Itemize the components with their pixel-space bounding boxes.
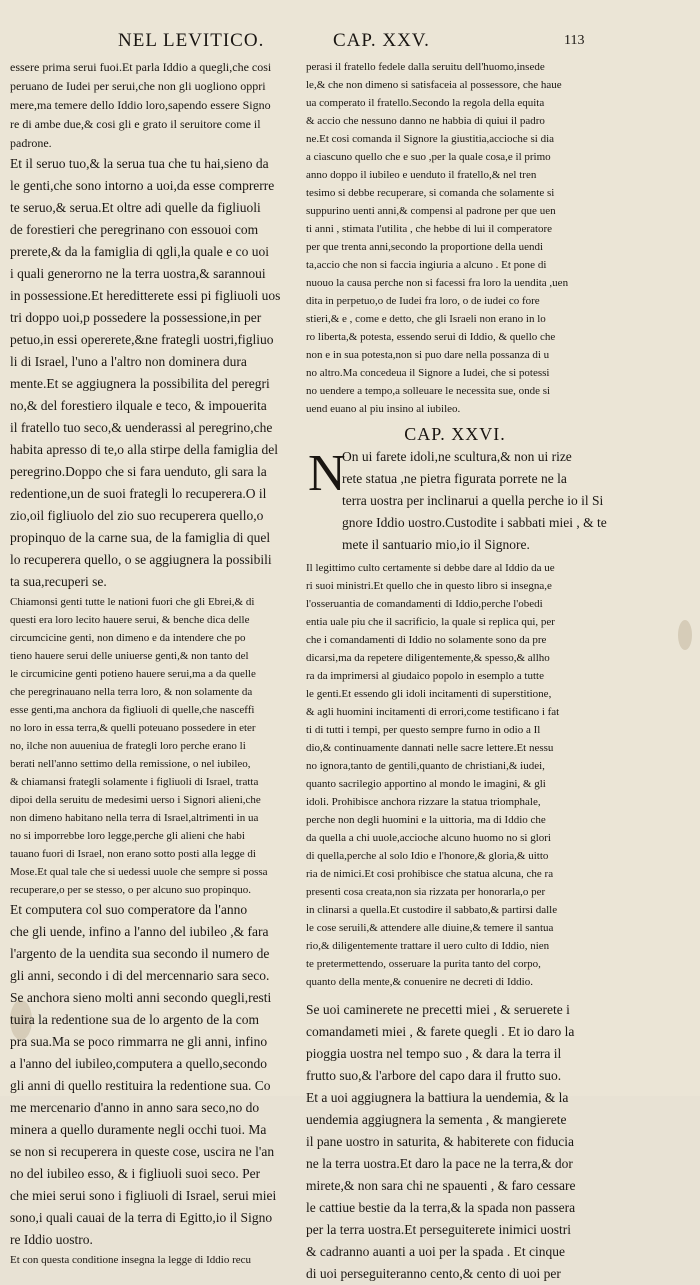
scripture-text <box>306 999 604 1285</box>
text-line: no ignora,tanto de gentili,quanto de christiani,& iudei, <box>306 760 545 772</box>
text-line: a l'anno del iubileo,computera a quello,secondo <box>10 1056 267 1071</box>
text-line: le circumicine genti potieno hauere serui,ma a da quelle <box>10 668 256 680</box>
text-line: che i comandamenti di Iddio no solamente sono da pre <box>306 634 547 646</box>
text-line: padrone. <box>10 136 52 150</box>
text-line: di uoi perseguiteranno cento,& cento di uoi per <box>306 1266 561 1281</box>
text-line: in clinarsi a quella.Et custodire il sabbato,& partirsi dalle <box>306 904 558 916</box>
running-head-book: NEL LEVITICO. <box>118 30 265 51</box>
text-line: nuouo la causa perche non si facessi fra loro la uendita ,uen <box>306 277 569 289</box>
chapter-opening-text <box>306 446 607 556</box>
text-line: dicarsi,ma da repetere diligentemente,& spesso,& allho <box>306 652 550 664</box>
text-line: le genti.Et essendo gli idoli incitamenti di superstitione, <box>306 688 552 700</box>
text-line: ua comperato il fratello.Secondo la regola della equita <box>306 97 545 109</box>
text-line: gli anni, secondo i di del mercennario sara seco. <box>10 968 270 983</box>
text-line: questi era loro lecito hauere serui, & benche dica delle <box>10 614 250 626</box>
text-line: mente.Et se aggiugnera la possibilita del peregri <box>10 376 270 391</box>
text-line: l'osseruantia de comandamenti di Iddio,perche l'obedi <box>306 598 543 610</box>
text-line: me mercenario d'anno in anno sara seco,no do <box>10 1100 260 1115</box>
text-line: no altro.Ma concedeua il Signore a Iudei, che si potessi <box>306 367 550 379</box>
text-line: peruano de Iudei per serui,che non gli uogliono oppri <box>10 79 266 93</box>
text-line: per la terra uostra.Et perseguiterete inimici uostri <box>306 1222 572 1237</box>
text-line: sono,i quali cauai de la terra di Egitto,io il Signo <box>10 1210 273 1225</box>
text-line: Se uoi caminerete ne precetti miei , & seruerete i <box>306 1002 570 1017</box>
commentary-gloss <box>306 559 604 991</box>
text-line: de forestieri che peregrinano con essouoi com <box>10 222 259 237</box>
text-line: di quella,perche al solo Idio e l'honore,& gloria,& uitto <box>306 850 549 862</box>
text-line: Chiamonsi genti tutte le nationi fuori che gli Ebrei,& di <box>10 596 255 608</box>
text-line: ti di tutti i tempi, per questo sempre furno in odio a Il <box>306 724 541 736</box>
text-line: no del iubileo esso, & i figliuoli suoi seco. Per <box>10 1166 261 1181</box>
text-line: se non si recuperera in queste cose, uscira ne l'an <box>10 1144 275 1159</box>
text-line: le cattiue bestie da la terra,& la spada non passera <box>306 1200 576 1215</box>
text-line: re Iddio uostro. <box>10 1232 93 1247</box>
text-line: ro liberta,& potesta, essendo serui di Iddio, & quello che <box>306 331 556 343</box>
text-line: li di Israel, l'uno a l'altro non dominera dura <box>10 354 247 369</box>
text-line: ta sua,recuperi se. <box>10 574 107 589</box>
text-line: entia uale piu che il sacrificio, la quale si replica qui, per <box>306 616 555 628</box>
text-line: te seruo,& serua.Et oltre adi quelle da figliuoli <box>10 200 261 215</box>
folio-number: 113 <box>564 33 585 48</box>
text-line: pra sua.Ma se poco rimmarra ne gli anni, infino <box>10 1034 268 1049</box>
text-line: anno doppo il iubileo e uenduto il fratello,& nel tren <box>306 169 537 181</box>
text-line: mere,ma temere dello Iddio loro,sapendo essere Signo <box>10 98 271 112</box>
text-line: propinquo de la carne sua, de la famiglia di quel <box>10 530 271 545</box>
text-line: ta,accio che non si faccia ingiuria a alcuno . Et pone di <box>306 259 547 271</box>
text-line: quanto della mente,& conuenire ne decreti di Iddio. <box>306 976 533 988</box>
text-line: esse genti,ma anchora da figliuoli di quelle,che nasceffi <box>10 704 255 716</box>
text-line: perche non degli huomini e la uittoria, ma di Iddio che <box>306 814 546 826</box>
text-line: lo recuperera quello, o se aggiugnera la possibili <box>10 552 272 567</box>
text-line: presenti cosa creata,non sia rizzata per honorarla,o per <box>306 886 546 898</box>
text-line: uendemia aggiugnera la sementa , & mangierete <box>306 1112 567 1127</box>
text-line: le cose seruili,& attendere alle diuine,& temere il santua <box>306 922 554 934</box>
text-line: Et con questa conditione insegna la legge di Iddio recu <box>10 1254 252 1266</box>
gloss-continuation <box>306 58 604 418</box>
text-line: ti anni , stimata l'utilita , che hebbe di lui il comperatore <box>306 223 553 235</box>
text-line: re di ambe due,& cosi gli e grato il seruitore come il <box>10 117 261 131</box>
text-line: ria de nimici.Et cosi prohibisce che statua alcuna, che ra <box>306 868 554 880</box>
text-line: dipoi della seruitu de medesimi uerso i Signori alieni,che <box>10 794 261 806</box>
text-line: prerete,& da la famiglia di qgli,la quale e co uoi <box>10 244 270 259</box>
text-line: frutto suo,& l'arbore del capo dara il frutto suo. <box>306 1068 562 1083</box>
text-line: terra uostra per inclinarui a quella perche io il Si <box>342 493 604 508</box>
text-line: petuo,in essi opererete,&ne frategli uostri,figliuo <box>10 332 274 347</box>
text-line: da quella a chi uuole,accioche alcuno huomo no si glori <box>306 832 551 844</box>
text-line: & accio che nessuno danno ne habbia di quiui il padro <box>306 115 545 127</box>
text-line: Se anchora sieno molti anni secondo quegli,resti <box>10 990 272 1005</box>
text-line: Et il seruo tuo,& la serua tua che tu hai,sieno da <box>10 156 269 171</box>
text-line: peregrino.Doppo che si fara uenduto, gli sara la <box>10 464 267 479</box>
chapter-heading: CAP. XXVI. <box>404 424 506 444</box>
text-line: tauano fuori di Israel, non erano sotto posti alla legge di <box>10 848 256 860</box>
text-line: ne.Et cosi comanda il Signore la giustitia,accioche si dia <box>306 133 555 145</box>
text-line: te pretermettendo, osseruare la purita tanto del corpo, <box>306 958 541 970</box>
text-line: l'argento de la uendita sua secondo il numero de <box>10 946 270 961</box>
text-line: rio,& diligentemente trattare il uero culto di Iddio, nien <box>306 940 550 952</box>
text-line: in possessione.Et hereditterete essi pi figliuoli uos <box>10 288 281 303</box>
text-line: le genti,che sono intorno a uoi,da esse comprerre <box>10 178 275 193</box>
text-line: no,& del forestiero ilquale e teco, & impouerita <box>10 398 267 413</box>
text-line: per que trenta anni,secondo la proportione della uendi <box>306 241 544 253</box>
text-line: minera a quello duramente negli occhi tuoi. Ma <box>10 1122 267 1137</box>
text-line: tri doppo uoi,p possedere la possessione,in per <box>10 310 262 325</box>
text-line: quanto sacrilegio apportino al mondo le imagini, & gli <box>306 778 546 790</box>
text-line: non e in sua potesta,non si puo dare nella possanza di u <box>306 349 550 361</box>
text-line: ra da imprimersi al giudaico popolo in esemplo a tutte <box>306 670 544 682</box>
text-line: recuperare,o per se stesso, o per alcuno suo propinquo. <box>10 884 252 896</box>
text-line: comandameti miei , & farete quegli . Et io daro la <box>306 1024 575 1039</box>
text-line: tesimo si debbe recuperare, si comanda che solamente si <box>306 187 555 199</box>
right-column <box>306 58 607 1285</box>
text-line: circumcicine genti, non dimeno e da intendere che po <box>10 632 246 644</box>
text-line: che miei serui sono i figliuoli di Israel, serui miei <box>10 1188 277 1203</box>
text-line: a ciascuno quello che e suo ,per la quale cosa,e il primo <box>306 151 551 163</box>
paper-stain <box>678 620 692 650</box>
text-line: & agli huomini incitamenti di errori,come testificano i fat <box>306 706 560 718</box>
text-line: il pane uostro in saturita, & habiterete con fiducia <box>306 1134 575 1149</box>
text-line: gnore Iddio uostro.Custodite i sabbati miei , & te <box>342 515 607 530</box>
text-line: essere prima serui fuoi.Et parla Iddio a quegli,che cosi <box>10 60 272 74</box>
text-line: uend euano al piu insino al iubileo. <box>306 403 461 415</box>
text-line: zio,oil figliuolo del zio suo recuperera quello,o <box>10 508 264 523</box>
text-line: no loro in essa terra,& quelli poteuano possedere in eter <box>10 722 256 734</box>
text-line: stieri,& e , come e detto, che gli Israeli non erano in lo <box>306 313 546 325</box>
text-line: idoli. Prohibisce anchora rizzare la statua triomphale, <box>306 796 541 808</box>
text-line: mete il santuario mio,io il Signore. <box>342 537 530 552</box>
text-line: dio,& continuamente dannati nelle sacre lettere.Et nessu <box>306 742 554 754</box>
running-head-chapter: CAP. XXV. <box>333 30 430 51</box>
text-line: & chiamansi frategli solamente i figliuoli di Israel, tratta <box>10 776 259 788</box>
text-line: che peregrinauano nella terra loro, & non solamente da <box>10 686 253 698</box>
text-line: rete statua ,ne pietra figurata porrete ne la <box>342 471 567 486</box>
text-line: Mose.Et qual tale che si uedessi uuole che sempre si possa <box>10 866 268 878</box>
left-column-text <box>10 58 296 1269</box>
text-line: & cadranno auanti a uoi per la spada . Et cinque <box>306 1244 566 1259</box>
text-line: che gli uende, infino a l'anno del iubileo ,& fara <box>10 924 269 939</box>
text-line: no, ilche non auueniua de frategli loro perche erano li <box>10 740 246 752</box>
text-line: perasi il fratello fedele dalla seruitu dell'huomo,insede <box>306 61 545 73</box>
text-line: le,& che non dimeno si satisfaceia al possessore, che haue <box>306 79 562 91</box>
text-line: suppurino uenti anni,& compensi al padrone per que uen <box>306 205 556 217</box>
text-line: gli anni di quello restituira la redentione sua. Co <box>10 1078 271 1093</box>
text-line: no uendere a tempo,a solleuare le necessita sue, onde si <box>306 385 551 397</box>
text-line: berati nell'anno settimo della remissione, o nel iubileo, <box>10 758 251 770</box>
left-column <box>10 58 296 1269</box>
text-line: il fratello tuo seco,& uenderassi al peregrino,che <box>10 420 273 435</box>
text-line: redentione,un de suoi frategli lo recuperera.O il <box>10 486 267 501</box>
text-line: ne la terra uostra.Et daro la pace ne la terra,& dor <box>306 1156 573 1171</box>
text-line: habita apresso di te,o alla stirpe della famiglia del <box>10 442 279 457</box>
text-line: tieno hauere serui delle uniuerse genti,& non tanto del <box>10 650 249 662</box>
text-line: dita in perpetuo,o de Iudei fra loro, o de iudei co fore <box>306 295 540 307</box>
text-line: On ui farete idoli,ne scultura,& non ui rize <box>342 449 572 464</box>
chapter-opening <box>306 445 607 556</box>
text-line: Il legittimo culto certamente si debbe dare al Iddio da ue <box>306 562 555 574</box>
drop-cap: N <box>308 445 346 502</box>
text-line: Et computera col suo comperatore da l'anno <box>10 902 248 917</box>
text-line: pioggia uostra nel tempo suo , & dara la terra il <box>306 1046 562 1061</box>
text-line: mirete,& non sara chi ne spauenti , & faro cessare <box>306 1178 576 1193</box>
text-line: tuira la redentione sua de lo argento de la com <box>10 1012 260 1027</box>
text-line: i quali generorno ne la terra uostra,& sarannoui <box>10 266 266 281</box>
running-header <box>0 30 700 54</box>
text-line: non dimeno habitano nella terra di Israel,altrimenti in ua <box>10 812 259 824</box>
text-line: ri suoi ministri.Et quello che in questo libro si insegna,e <box>306 580 552 592</box>
text-line: Et a uoi aggiugnera la battiura la uendemia, & la <box>306 1090 569 1105</box>
text-line: no si imporrebbe loro legge,perche gli alieni che habi <box>10 830 245 842</box>
